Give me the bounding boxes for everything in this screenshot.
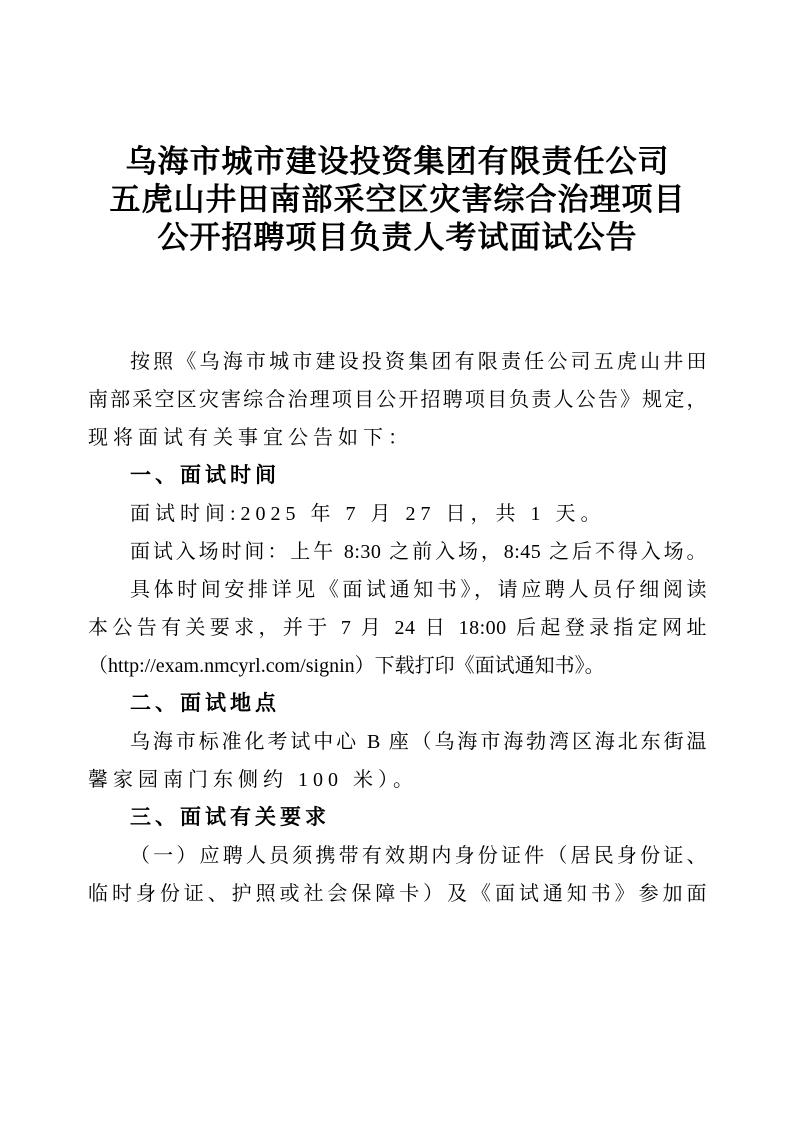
- section-2-heading: 二、面试地点: [130, 692, 280, 715]
- document-body: [88, 343, 707, 913]
- document-title-line-3: 公开招聘项目负责人考试面试公告: [157, 220, 638, 255]
- intro-line: 按照《乌海市城市建设投资集团有限责任公司五虎山井田: [130, 351, 707, 373]
- document-title: [88, 143, 707, 257]
- section-1-heading: 一、面试时间: [130, 464, 280, 487]
- requirements-paragraph: [88, 837, 707, 913]
- venue-line: 乌海市标准化考试中心 B 座（乌海市海勃湾区海北东街温: [130, 731, 707, 753]
- notice-line: 具体时间安排详见《面试通知书》，请应聘人员仔细阅读: [130, 579, 707, 601]
- venue-paragraph: [88, 723, 707, 799]
- document-title-line-1: 乌海市城市建设投资集团有限责任公司: [125, 144, 670, 179]
- intro-line: 现将面试有关事宜公告如下：: [88, 427, 413, 449]
- entry-time-paragraph: [88, 533, 707, 571]
- section-3-heading-block: [88, 799, 707, 837]
- section-3-heading: 三、面试有关要求: [130, 806, 330, 829]
- notice-line-with-url: （http://exam.nmcyrl.com/signin）下载打印《面试通知书》。: [88, 655, 605, 677]
- entry-time-line: 面试入场时间：上午 8:30 之前入场，8:45 之后不得入场。: [130, 541, 707, 563]
- venue-line: 馨家园南门东侧约 100 米）。: [88, 769, 418, 791]
- section-1-heading-block: [88, 457, 707, 495]
- requirements-line: 临时身份证、护照或社会保障卡）及《面试通知书》参加面: [88, 883, 707, 905]
- intro-line: 南部采空区灾害综合治理项目公开招聘项目负责人公告》规定，: [88, 389, 707, 411]
- notice-download-paragraph: [88, 571, 707, 685]
- interview-date-line: 面试时间:2025 年 7 月 27 日，共 1 天。: [130, 503, 606, 525]
- document-title-line-2: 五虎山井田南部采空区灾害综合治理项目: [109, 182, 686, 217]
- requirements-line: （一）应聘人员须携带有效期内身份证件（居民身份证、: [130, 845, 707, 867]
- interview-date-paragraph: [88, 495, 707, 533]
- intro-paragraph: [88, 343, 707, 457]
- section-2-heading-block: [88, 685, 707, 723]
- notice-line: 本公告有关要求，并于 7 月 24 日 18:00 后起登录指定网址: [88, 617, 707, 639]
